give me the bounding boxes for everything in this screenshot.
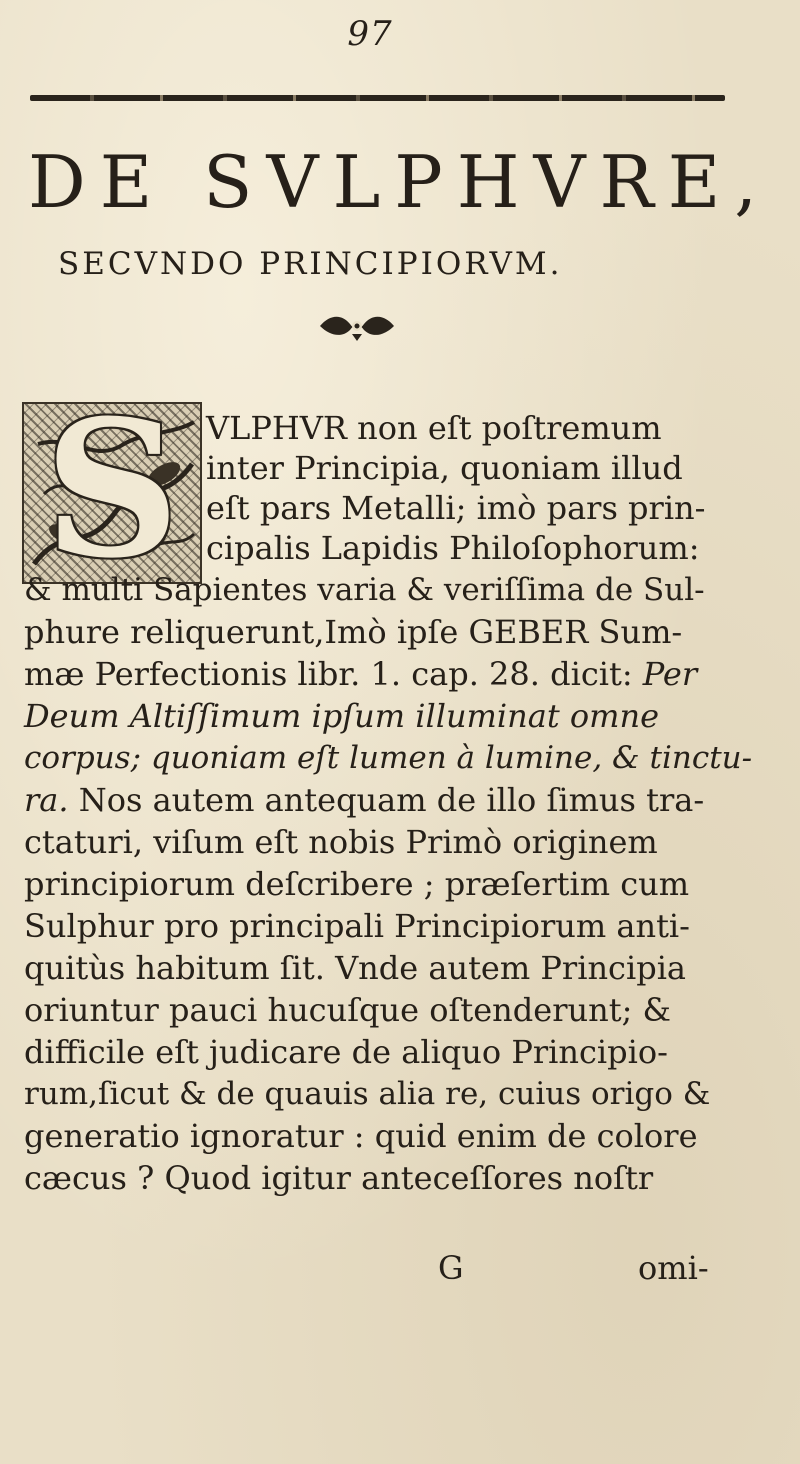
chapter-subtitle: SECVNDO PRINCIPIORVM. — [58, 246, 563, 282]
text-line-14: quitùs habitum ſit. Vnde autem Principia — [24, 949, 686, 987]
text-line-19: cæcus ? Quod igitur anteceſſores noſtr — [24, 1159, 654, 1197]
text-line-6: phure reliquerunt,Imò ipſe GEBER Sum- — [24, 613, 683, 651]
header-rule — [30, 95, 725, 101]
page-number: 97 — [347, 14, 393, 54]
text-line-3: eſt pars Metalli; imò pars prin- — [206, 489, 706, 527]
text-line-5: & multi Sapientes varia & veriſſima de Sul- — [24, 572, 705, 608]
text-line-10 — [24, 780, 704, 820]
text-line-7 — [24, 654, 697, 694]
chapter-title: DE SVLPHVRE, — [28, 140, 772, 224]
text-line-15: oriuntur pauci hucuſque oſtenderunt; & — [24, 991, 671, 1029]
text-line-18: generatio ignoratur : quid enim de colore — [24, 1117, 698, 1155]
text-line-7-italic: Per — [642, 655, 698, 693]
text-line-9-italic: corpus; quoniam eſt lumen à lumine, & tinctu- — [24, 740, 753, 776]
text-line-10-roman: Nos autem antequam de illo ſimus tra- — [78, 781, 705, 819]
text-line-7-roman: mæ Perfectionis libr. 1. cap. 28. dicit: — [24, 655, 643, 693]
text-line-8-italic: Deum Altiſſimum ipſum illuminat omne — [24, 697, 659, 735]
text-line-11: ctaturi, viſum eſt nobis Primò originem — [24, 823, 658, 861]
fleuron-ornament-icon — [312, 310, 402, 342]
text-line-12: principiorum deſcribere ; præſertim cum — [24, 865, 690, 903]
text-line-8 — [24, 696, 659, 736]
text-line-10-italic: ra. — [24, 781, 79, 819]
signature-mark: G — [438, 1249, 464, 1287]
text-line-13: Sulphur pro principali Principiorum anti- — [24, 907, 690, 945]
catchword: omi- — [638, 1249, 709, 1287]
text-line-16: difficile eſt judicare de aliquo Principio- — [24, 1033, 668, 1071]
drop-cap-woodcut — [22, 402, 202, 584]
text-line-9 — [24, 738, 752, 778]
text-line-4: cipalis Lapidis Philoſophorum: — [206, 529, 700, 567]
text-line-1: VLPHVR non eſt poſtremum — [206, 409, 662, 447]
text-line-2: inter Principia, quoniam illud — [206, 449, 683, 487]
text-line-17: rum,ſicut & de quauis alia re, cuius origo & — [24, 1076, 711, 1112]
drop-cap-letter: S — [44, 402, 180, 584]
